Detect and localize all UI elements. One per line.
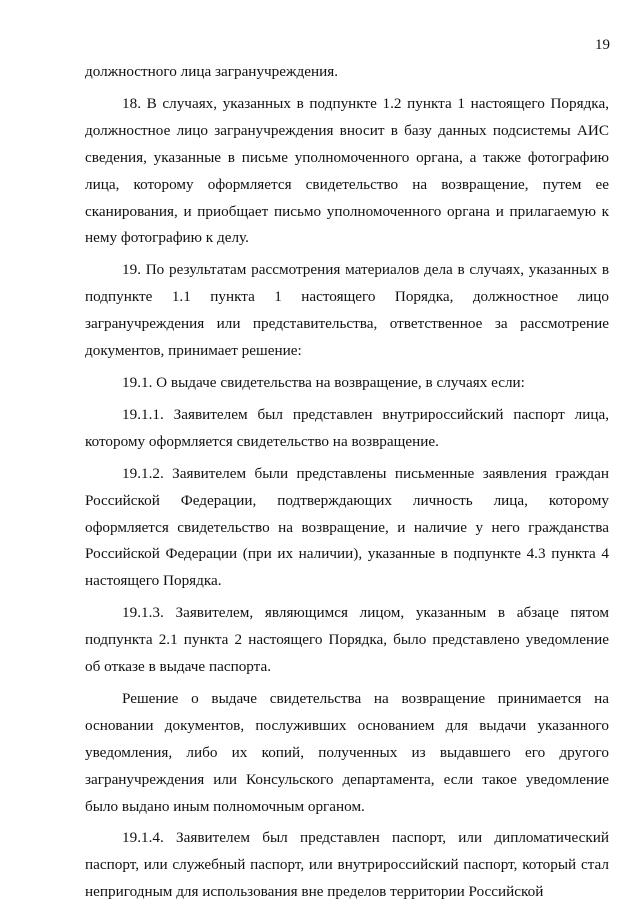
paragraph-decision: Решение о выдаче свидетельства на возвращение принимается на основании документов, послуживших основанием для выдачи указанного уведомления, либо их копий, полученных из выдавшего его другого загранучреждения или Консульского департамента, если такое уведомление было выдано иным полномочным органом. — [85, 689, 609, 815]
paragraph-19: 19. По результатам рассмотрения материалов дела в случаях, указанных в подпункте 1.1 пункта 1 настоящего Порядка, должностное лицо загранучреждения или представительства, ответственное за рассмотрение документов, принимает решение: — [85, 261, 609, 360]
paragraph-19-1-3: 19.1.3. Заявителем, являющимся лицом, указанным в абзаце пятом подпункта 2.1 пункта 2 настоящего Порядка, было представлено уведомление об отказе в выдаче паспорта. — [85, 604, 609, 676]
paragraph-19-1-2: 19.1.2. Заявителем были представлены письменные заявления граждан Российской Федерации, подтверждающих личность лица, которому оформляется свидетельство на возвращение, и наличие у него гражданства Российской Федерации (при их наличии), указанные в подпункте 4.3 пункта 4 настоящего Порядка. — [85, 464, 609, 590]
document-body — [85, 59, 609, 911]
paragraph-18: 18. В случаях, указанных в подпункте 1.2 пункта 1 настоящего Порядка, должностное лицо загранучреждения вносит в базу данных подсистемы АИС сведения, указанные в письме уполномоченного органа, а также фотографию лица, которому оформляется свидетельство на возвращение, путем ее сканирования, и приобщает письмо уполномоченного органа и прилагаемую к нему фотографию к делу. — [85, 94, 609, 247]
paragraph-19-1-4: 19.1.4. Заявителем был представлен паспорт, или дипломатический паспорт, или служебный паспорт, или внутрироссийский паспорт, который стал непригодным для использования вне пределов территории Российской — [85, 829, 609, 901]
page-number: 19 — [595, 37, 610, 53]
paragraph-continuation: должностного лица загранучреждения. — [85, 63, 339, 80]
paragraph-19-1-1: 19.1.1. Заявителем был представлен внутрироссийский паспорт лица, которому оформляется свидетельство на возвращение. — [85, 405, 609, 450]
paragraph-19-1: 19.1. О выдаче свидетельства на возвращение, в случаях если: — [122, 373, 525, 391]
